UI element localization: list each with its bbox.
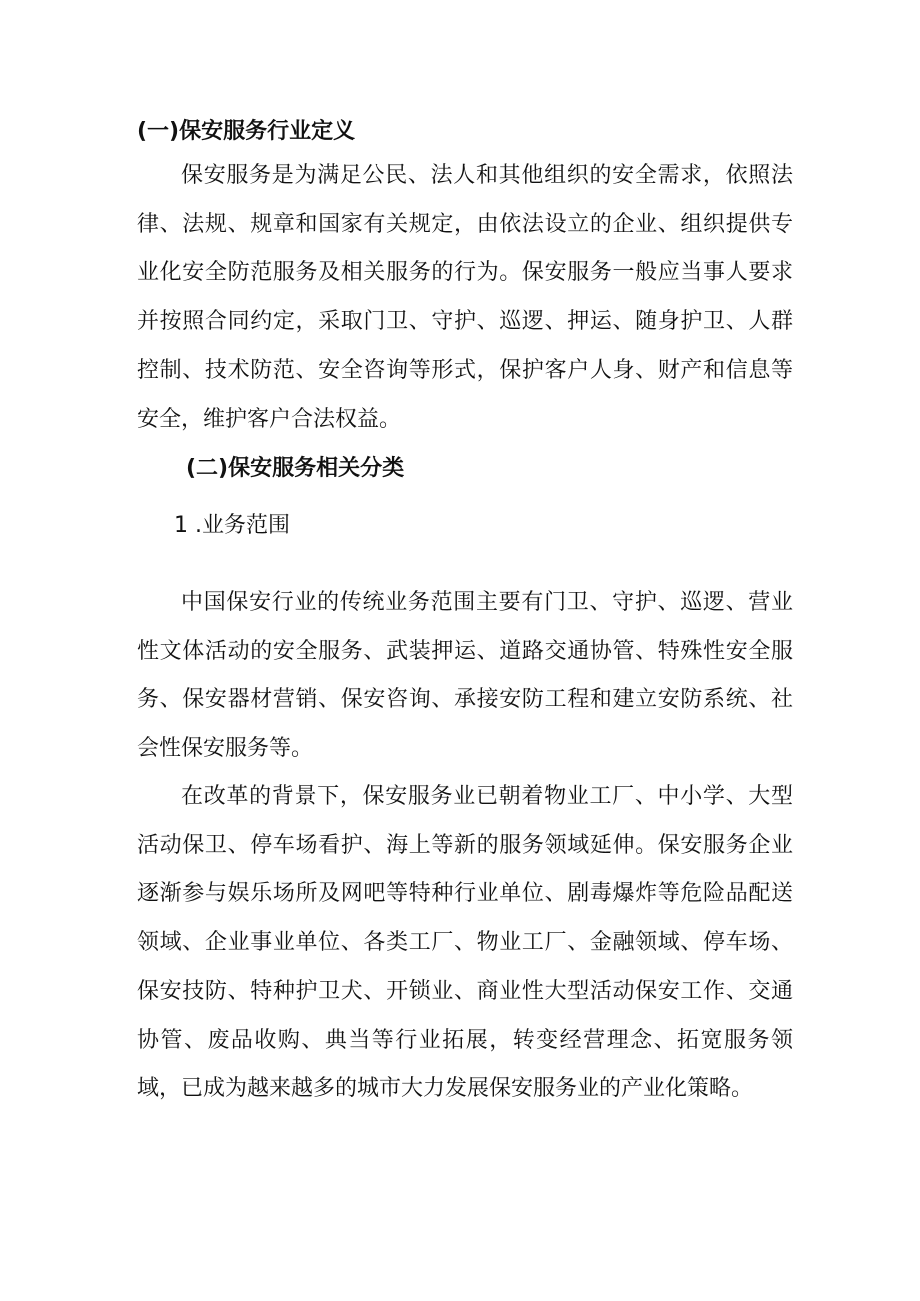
reform-paragraph: 在改革的背景下，保安服务业已朝着物业工厂、中小学、大型活动保卫、停车场看护、海上等新的服务领域延伸。保安服务企业逐渐参与娱乐场所及网吧等特种行业单位、剧毒爆炸等危险品配送领域、企业事业单位、各类工厂、物业工厂、金融领域、停车场、保安技防、特种护卫犬、开锁业、商业性大型活动保安工作、交通协管、废品收购、典当等行业拓展，转变经营理念、拓宽服务领域，已成为越来越多的城市大力发展保安服务业的产业化策略。 (137, 784, 793, 1102)
business-scope-paragraph: 中国保安行业的传统业务范围主要有门卫、守护、巡逻、营业性文体活动的安全服务、武装押运、道路交通协管、特殊性安全服务、保安器材营销、保安咨询、承接安防工程和建立安防系统、社会性保安服务等。 (137, 590, 793, 762)
section-1-heading: (一)保安服务行业定义 (137, 119, 356, 144)
section-2-heading: (二)保安服务相关分类 (186, 456, 405, 481)
section-1-paragraph: 保安服务是为满足公民、法人和其他组织的安全需求，依照法律、法规、规章和国家有关规定，由依法设立的企业、组织提供专业化安全防范服务及相关服务的行为。保安服务一般应当事人要求并按照合同约定，采取门卫、守护、巡逻、押运、随身护卫、人群控制、技术防范、安全咨询等形式，保护客户人身、财产和信息等安全，维护客户合法权益。 (137, 163, 793, 432)
subsection-1-heading: 1 .业务范围 (174, 513, 290, 538)
